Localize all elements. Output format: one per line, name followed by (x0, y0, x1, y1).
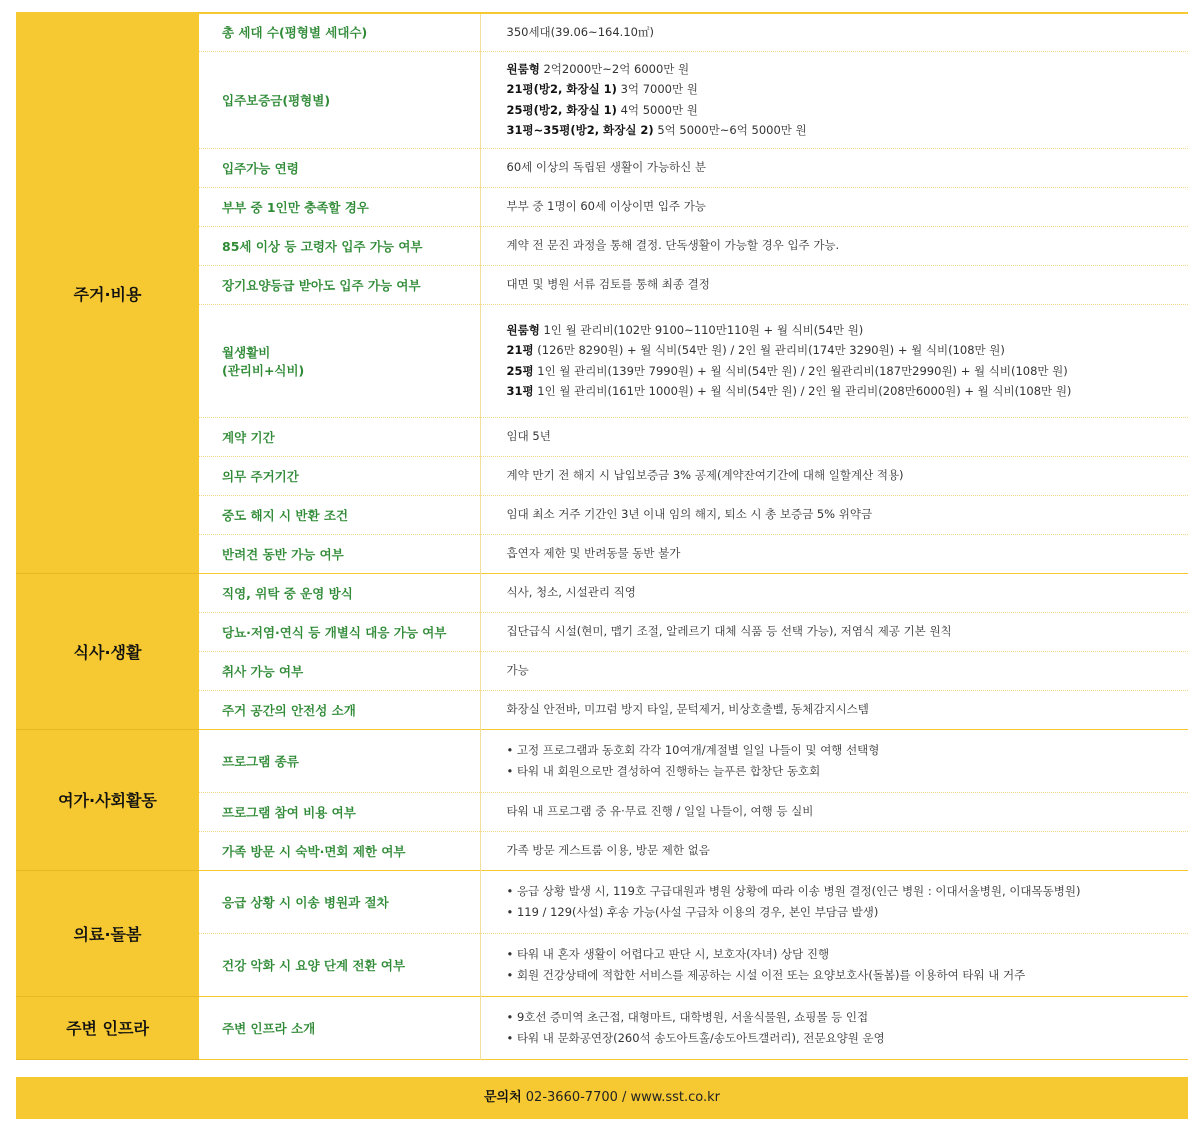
answer-cell (480, 226, 1188, 265)
answer-line (507, 582, 1189, 603)
answer-text: (126만 8290원) + 월 식비(54만 원) / 2인 월 관리비(174만 3290원) + 월 식비(108만 원) (533, 343, 1005, 357)
answer-line (507, 965, 1189, 986)
category-cell: 주거·비용 (16, 13, 199, 573)
answer-cell (480, 933, 1188, 996)
answer-line (507, 381, 1189, 402)
answer-line (507, 840, 1189, 861)
answer-line (507, 22, 1189, 43)
question-cell: 가족 방문 시 숙박·면회 제한 여부 (199, 831, 480, 870)
answer-cell (480, 870, 1188, 933)
answer-text: 임대 최소 거주 기간인 3년 이내 임의 해지, 퇴소 시 총 보증금 5% 위약금 (506, 507, 873, 522)
answer-bold: 25평(방2, 화장실 1) (506, 102, 617, 117)
answer-cell (480, 729, 1188, 792)
answer-line (507, 801, 1189, 822)
answer-cell (480, 265, 1188, 304)
question-cell: 당뇨·저염·연식 등 개별식 대응 가능 여부 (199, 612, 480, 651)
table-row (16, 573, 1188, 612)
answer-line (507, 361, 1189, 382)
question-cell: 응급 상황 시 이송 병원과 절차 (199, 870, 480, 933)
answer-line (507, 1028, 1189, 1049)
question-cell: 월생활비 (관리비+식비) (199, 304, 480, 417)
answer-cell (480, 187, 1188, 226)
answer-cell (480, 148, 1188, 187)
answer-text: 집단급식 시설(현미, 맵기 조절, 알레르기 대체 식품 등 선택 가능), 저염식 제공 기본 원칙 (506, 624, 952, 639)
answer-line (507, 79, 1189, 100)
answer-bold: 25평 (506, 363, 534, 378)
answer-line (507, 340, 1189, 361)
category-cell: 식사·생활 (16, 573, 199, 729)
answer-text: 1인 월 관리비(139만 7990원) + 월 식비(54만 원) / 2인 월관리비(187만2990원) + 월 식비(108만 원) (533, 363, 1068, 378)
answer-text: • 타워 내 회원으로만 결성하여 진행하는 늘푸른 합창단 동호회 (506, 763, 821, 778)
contact-footer (16, 1077, 1188, 1119)
answer-line (507, 274, 1189, 295)
info-table (16, 12, 1188, 1060)
answer-text: 대면 및 병원 서류 검토를 통해 최종 결정 (506, 277, 710, 292)
answer-text: 임대 5년 (506, 429, 551, 444)
question-cell: 입주보증금(평형별) (199, 51, 480, 148)
answer-text: • 타워 내 문화공연장(260석 송도아트홀/송도아트갤러리), 전문요양원 운영 (506, 1030, 885, 1045)
category-cell: 의료·돌봄 (16, 870, 199, 996)
answer-text: 1인 월 관리비(161만 1000원) + 월 식비(54만 원) / 2인 월 관리비(208만6000원) + 월 식비(108만 원) (533, 384, 1072, 398)
answer-cell (480, 534, 1188, 573)
answer-line (507, 196, 1189, 217)
question-cell: 반려견 동반 가능 여부 (199, 534, 480, 573)
answer-line (507, 235, 1189, 256)
answer-text: • 119 / 129(사설) 후송 가능(사설 구급차 이용의 경우, 본인 부담금 발생) (506, 904, 879, 919)
question-cell: 계약 기간 (199, 417, 480, 456)
question-cell: 주변 인프라 소개 (199, 996, 480, 1059)
answer-line (507, 320, 1189, 341)
answer-line (507, 881, 1189, 902)
answer-bold: 31평~35평(방2, 화장실 2) (506, 123, 654, 137)
answer-cell (480, 51, 1188, 148)
category-cell: 주변 인프라 (16, 996, 199, 1059)
answer-cell (480, 996, 1188, 1059)
answer-line (507, 761, 1189, 782)
answer-line (507, 902, 1189, 923)
answer-line (507, 660, 1189, 681)
answer-text: • 응급 상황 발생 시, 119호 구급대원과 병원 상황에 따라 이송 병원 결정(인근 병원 : 이대서울병원, 이대목동병원) (506, 884, 1081, 898)
category-cell: 여가·사회활동 (16, 729, 199, 870)
answer-text: 식사, 청소, 시설관리 직영 (506, 585, 636, 600)
answer-text: 계약 만기 전 해지 시 납입보증금 3% 공제(계약잔여기간에 대해 일할계산 적용) (506, 468, 904, 483)
question-cell: 부부 중 1인만 충족할 경우 (199, 187, 480, 226)
answer-line (507, 1007, 1189, 1028)
answer-cell (480, 831, 1188, 870)
answer-line (507, 157, 1189, 178)
answer-text: 흡연자 제한 및 반려동물 동반 불가 (506, 546, 681, 561)
question-cell: 취사 가능 여부 (199, 651, 480, 690)
answer-cell (480, 690, 1188, 729)
answer-bold: 21평 (506, 343, 534, 357)
answer-text: 60세 이상의 독립된 생활이 가능하신 분 (506, 160, 707, 175)
table-row (16, 13, 1188, 51)
question-cell: 장기요양등급 받아도 입주 가능 여부 (199, 265, 480, 304)
answer-text: 2억2000만~2억 6000만 원 (539, 61, 690, 76)
answer-text: • 회원 건강상태에 적합한 서비스를 제공하는 시설 이전 또는 요양보호사(돌봄)를 이용하여 타워 내 거주 (506, 967, 1026, 982)
question-cell: 중도 해지 시 반환 조건 (199, 495, 480, 534)
table-row (16, 729, 1188, 792)
answer-line (507, 59, 1189, 80)
question-cell: 85세 이상 등 고령자 입주 가능 여부 (199, 226, 480, 265)
answer-line (507, 543, 1189, 564)
answer-text: 부부 중 1명이 60세 이상이면 입주 가능 (506, 199, 706, 214)
question-cell: 의무 주거기간 (199, 456, 480, 495)
answer-cell (480, 573, 1188, 612)
answer-bold: 21평(방2, 화장실 1) (506, 82, 617, 96)
answer-text: 가족 방문 게스트룸 이용, 방문 제한 없음 (506, 843, 710, 858)
question-cell: 건강 악화 시 요양 단계 전환 여부 (199, 933, 480, 996)
answer-line (507, 740, 1189, 761)
contact-label: 문의처 (483, 1090, 522, 1105)
answer-line (507, 120, 1189, 141)
answer-text: 계약 전 문진 과정을 통해 결정. 단독생활이 가능할 경우 입주 가능. (506, 238, 840, 253)
answer-cell (480, 792, 1188, 831)
answer-cell (480, 417, 1188, 456)
question-cell: 입주가능 연령 (199, 148, 480, 187)
question-cell: 직영, 위탁 중 운영 방식 (199, 573, 480, 612)
answer-text: 350세대(39.06~164.10㎡) (506, 25, 654, 39)
answer-line (507, 699, 1189, 720)
answer-text: 가능 (506, 663, 529, 678)
answer-cell (480, 495, 1188, 534)
answer-line (507, 621, 1189, 642)
answer-text: 4억 5000만 원 (616, 102, 698, 117)
answer-text: • 고정 프로그램과 동호회 각각 10여개/계절별 일일 나들이 및 여행 선택형 (506, 743, 880, 757)
answer-line (507, 504, 1189, 525)
answer-text: 1인 월 관리비(102만 9100~110만110원 + 월 식비(54만 원) (539, 322, 864, 337)
question-cell: 프로그램 종류 (199, 729, 480, 792)
question-cell: 주거 공간의 안전성 소개 (199, 690, 480, 729)
answer-cell (480, 456, 1188, 495)
table-row (16, 870, 1188, 933)
answer-line (507, 944, 1189, 965)
answer-cell (480, 651, 1188, 690)
answer-line (507, 100, 1189, 121)
answer-text: 타워 내 프로그램 중 유·무료 진행 / 일일 나들이, 여행 등 실비 (506, 804, 814, 819)
answer-bold: 원룸형 (506, 61, 540, 76)
answer-bold: 31평 (506, 384, 534, 398)
answer-text: 5억 5000만~6억 5000만 원 (653, 123, 807, 137)
answer-text: 화장실 안전바, 미끄럼 방지 타일, 문턱제거, 비상호출벨, 동체감지시스템 (506, 702, 869, 717)
answer-line (507, 426, 1189, 447)
answer-text: • 9호선 증미역 초근접, 대형마트, 대학병원, 서울식물원, 쇼핑몰 등 인접 (506, 1010, 869, 1024)
answer-text: 3억 7000만 원 (616, 82, 698, 96)
answer-bold: 원룸형 (506, 322, 540, 337)
answer-line (507, 465, 1189, 486)
answer-cell (480, 13, 1188, 51)
question-cell: 프로그램 참여 비용 여부 (199, 792, 480, 831)
answer-cell (480, 304, 1188, 417)
contact-info: 02-3660-7700 / www.sst.co.kr (521, 1090, 721, 1105)
table-row (16, 996, 1188, 1059)
answer-cell (480, 612, 1188, 651)
answer-text: • 타워 내 혼자 생활이 어렵다고 판단 시, 보호자(자녀) 상담 진행 (506, 947, 830, 961)
question-cell: 총 세대 수(평형별 세대수) (199, 13, 480, 51)
